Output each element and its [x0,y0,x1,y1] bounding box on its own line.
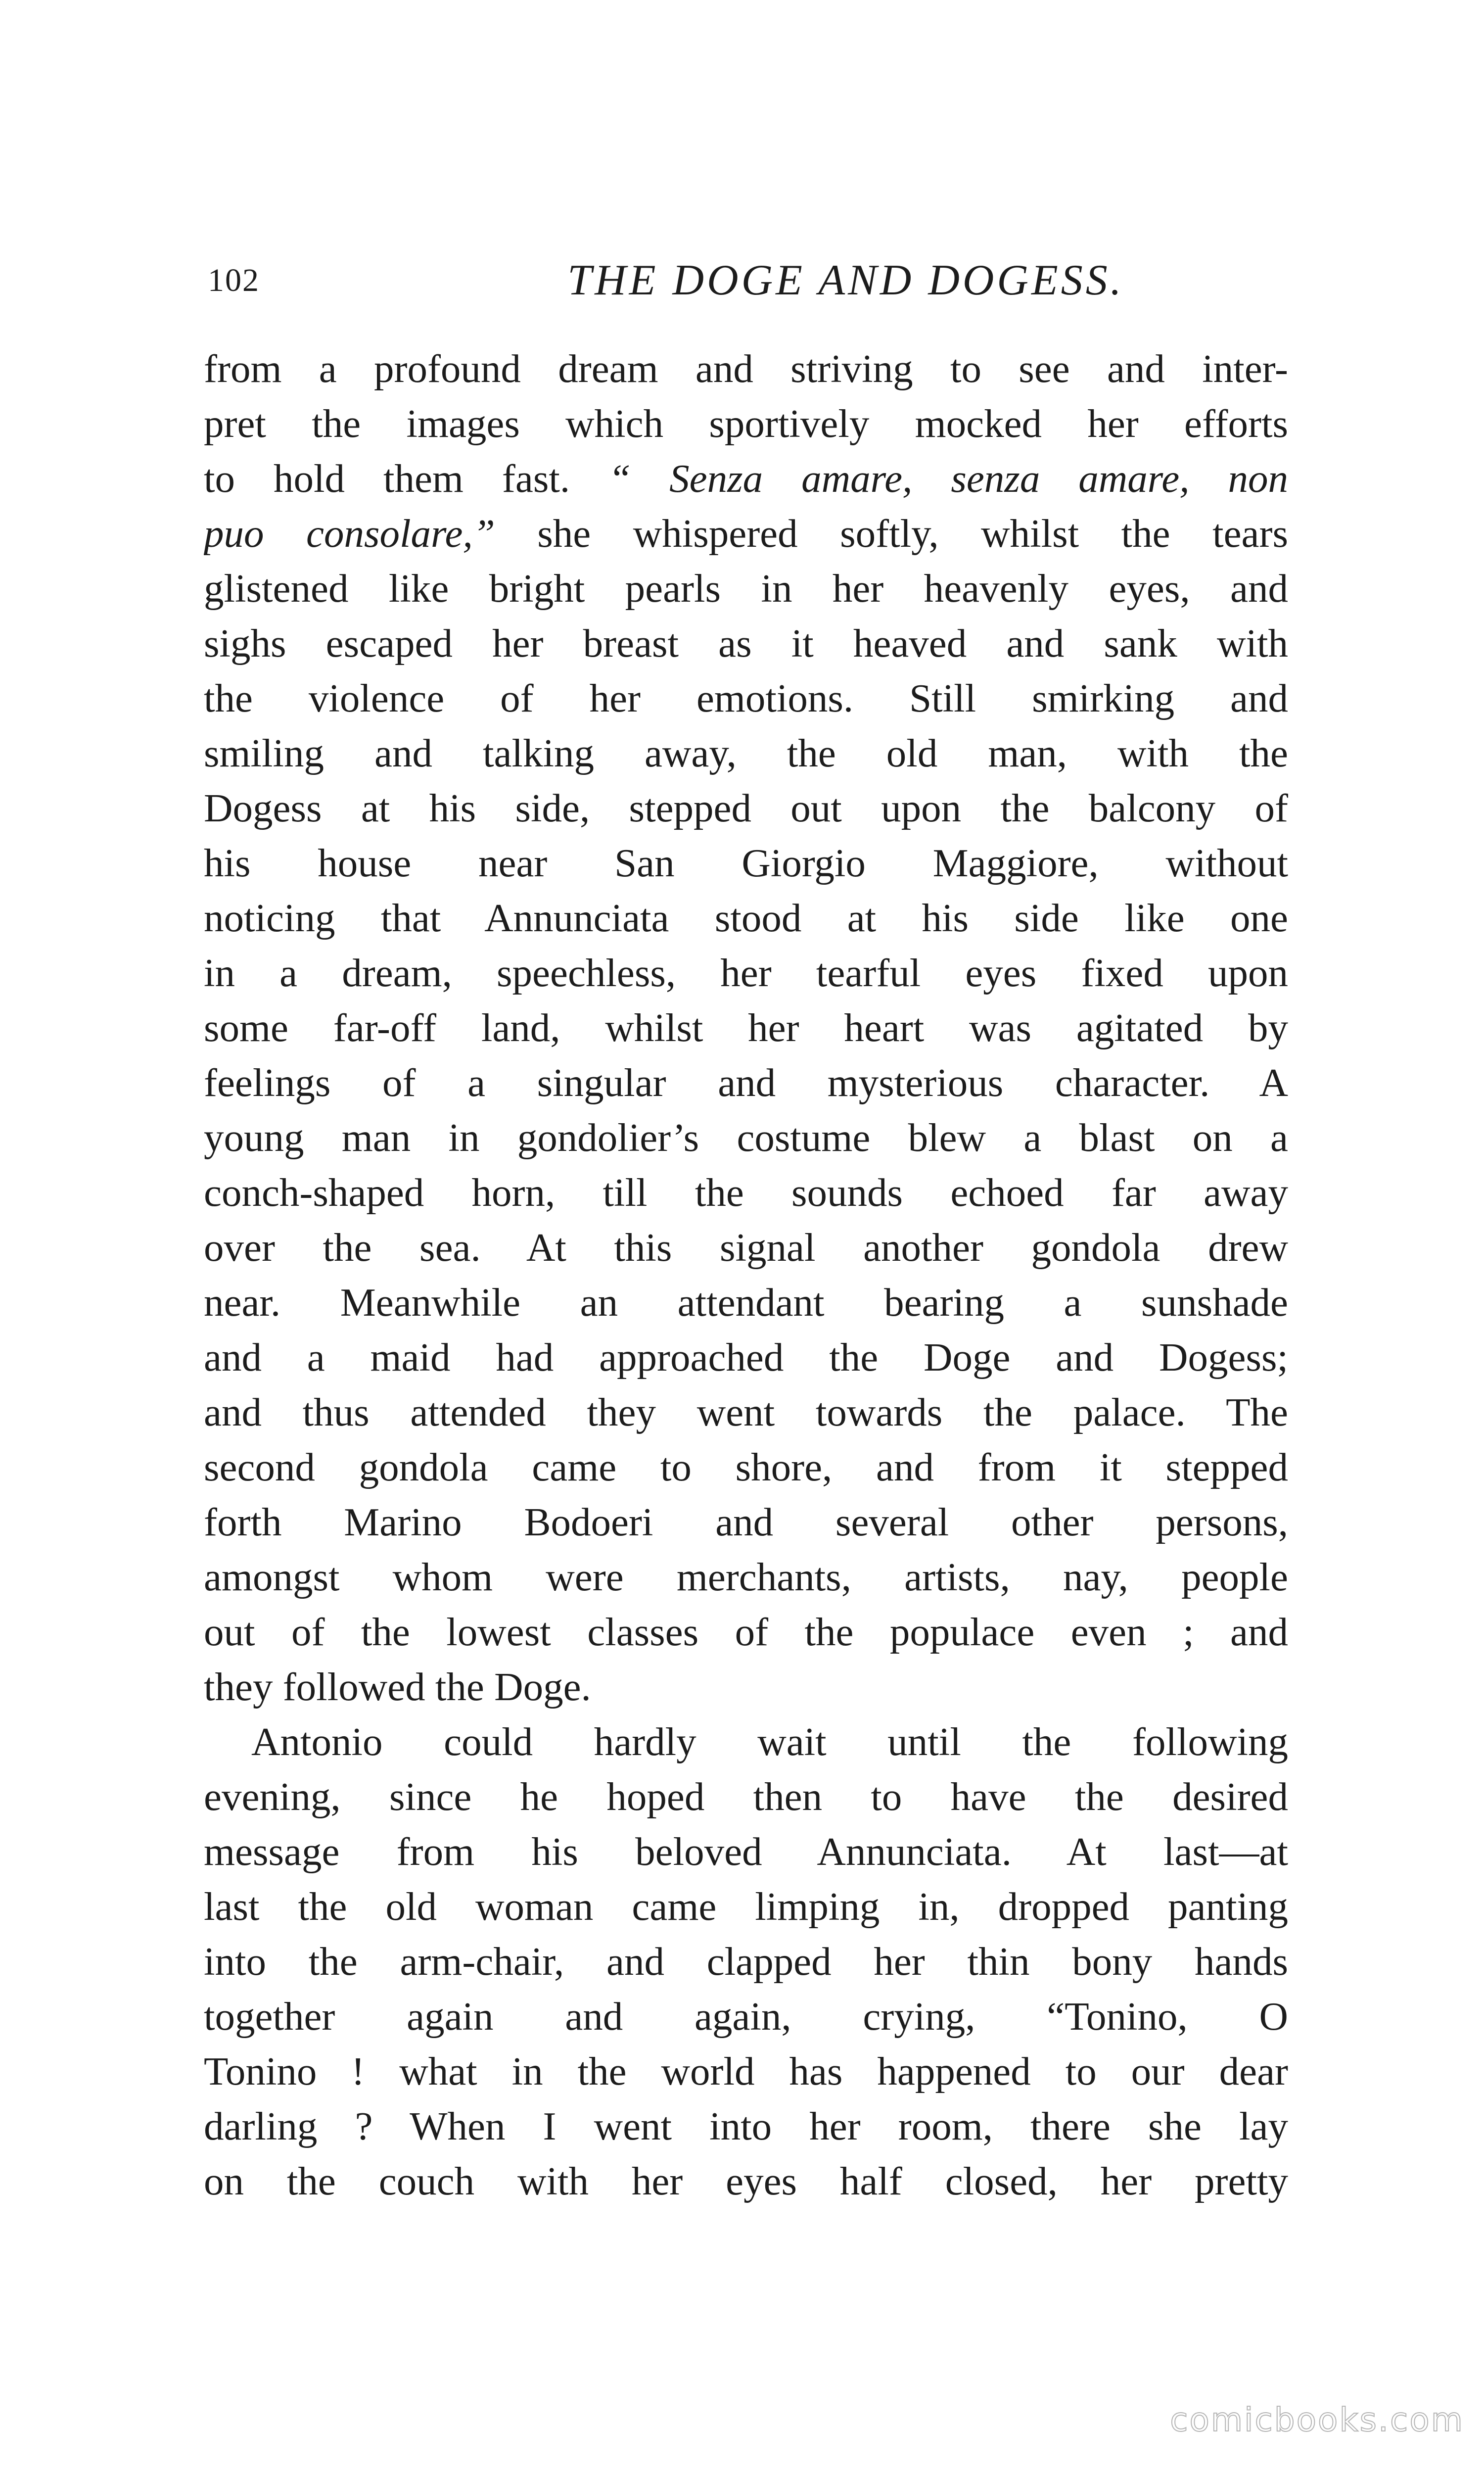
line-text: Tonino ! what in the world has happened to our dear [204,2049,1288,2093]
text-line [204,616,1288,671]
text-line [204,1275,1288,1330]
line-text: amongst whom were merchants, artists, nay, people [204,1555,1288,1599]
line-text: and a maid had approached the Doge and Dogess; [204,1335,1288,1380]
text-line [204,1165,1288,1220]
line-text: noticing that Annunciata stood at his side like one [204,896,1288,940]
line-text: darling ? When I went into her room, there she lay [204,2104,1288,2148]
line-text: out of the lowest classes of the populace even ; and [204,1610,1288,1654]
line-text: the violence of her emotions. Still smirking and [204,676,1288,720]
text-line [204,1220,1288,1275]
text-line [204,2099,1288,2154]
text-line [204,451,1288,506]
text-line [204,1934,1288,1989]
text-line [204,1110,1288,1165]
watermark-text: comicbooks.com [1170,2401,1464,2439]
line-text: from a profound dream and striving to see and inter- [204,346,1288,391]
line-text: young man in gondolier’s costume blew a blast on a [204,1115,1288,1160]
line-text: on the couch with her eyes half closed, her pretty [204,2159,1288,2203]
line-text: forth Marino Bodoeri and several other persons, [204,1500,1288,1544]
text-line [204,726,1288,781]
line-text: sighs escaped her breast as it heaved and sank with [204,621,1288,666]
text-line [204,506,1288,561]
text-line [204,2154,1288,2209]
text-line [204,946,1288,1000]
text-line [204,1989,1288,2044]
text-line [204,891,1288,946]
line-text: in a dream, speechless, her tearful eyes fixed upon [204,951,1288,995]
line-text: she whispered softly, whilst the tears [495,511,1288,556]
italic-quote: puo consolare,” [204,511,495,556]
line-text: together again and again, crying, “Tonino, O [204,1994,1288,2039]
italic-quote: “ Senza amare, senza amare, non [608,456,1288,501]
text-line [204,341,1288,396]
text-line [204,1605,1288,1660]
text-line [204,1385,1288,1440]
line-text: pret the images which sportively mocked her efforts [204,401,1288,446]
text-line [204,836,1288,891]
text-line [204,671,1288,726]
line-text: glistened like bright pearls in her heavenly eyes, and [204,566,1288,611]
paragraph-2 [204,1714,1288,2209]
line-text: Dogess at his side, stepped out upon the balcony of [204,786,1288,830]
text-line [204,781,1288,836]
text-line [204,1000,1288,1055]
line-text: into the arm-chair, and clapped her thin bony hands [204,1939,1288,1984]
text-line [204,396,1288,451]
line-text: near. Meanwhile an attendant bearing a sunshade [204,1280,1288,1325]
text-line [204,1055,1288,1110]
line-text: second gondola came to shore, and from it stepped [204,1445,1288,1489]
line-text: smiling and talking away, the old man, with the [204,731,1288,775]
line-text: message from his beloved Annunciata. At last—at [204,1829,1288,1874]
line-text: they followed the Doge. [204,1665,591,1709]
text-line [204,561,1288,616]
text-line [204,2044,1288,2099]
text-line [204,1714,1288,1769]
text-line [204,1824,1288,1879]
text-line [204,1330,1288,1385]
paragraph-1 [204,341,1288,1714]
line-text: Antonio could hardly wait until the following [251,1719,1288,1764]
page-number: 102 [208,262,260,298]
line-text: last the old woman came limping in, dropped panting [204,1884,1288,1929]
text-line [204,1550,1288,1605]
line-text: to hold them fast. [204,456,609,501]
line-text: some far-off land, whilst her heart was agitated by [204,1005,1288,1050]
text-line [204,1660,1288,1714]
line-text: and thus attended they went towards the palace. The [204,1390,1288,1434]
text-line [204,1440,1288,1495]
text-line [204,1495,1288,1550]
line-text: evening, since he hoped then to have the desired [204,1774,1288,1819]
line-text: over the sea. At this signal another gondola drew [204,1225,1288,1270]
text-line [204,1879,1288,1934]
line-text: conch-shaped horn, till the sounds echoed far away [204,1170,1288,1215]
text-line [204,1769,1288,1824]
line-text: his house near San Giorgio Maggiore, without [204,841,1288,885]
line-text: feelings of a singular and mysterious character. A [204,1060,1288,1105]
running-title: THE DOGE AND DOGESS. [567,256,1124,304]
running-head [208,253,1286,308]
body-text [204,341,1288,2209]
